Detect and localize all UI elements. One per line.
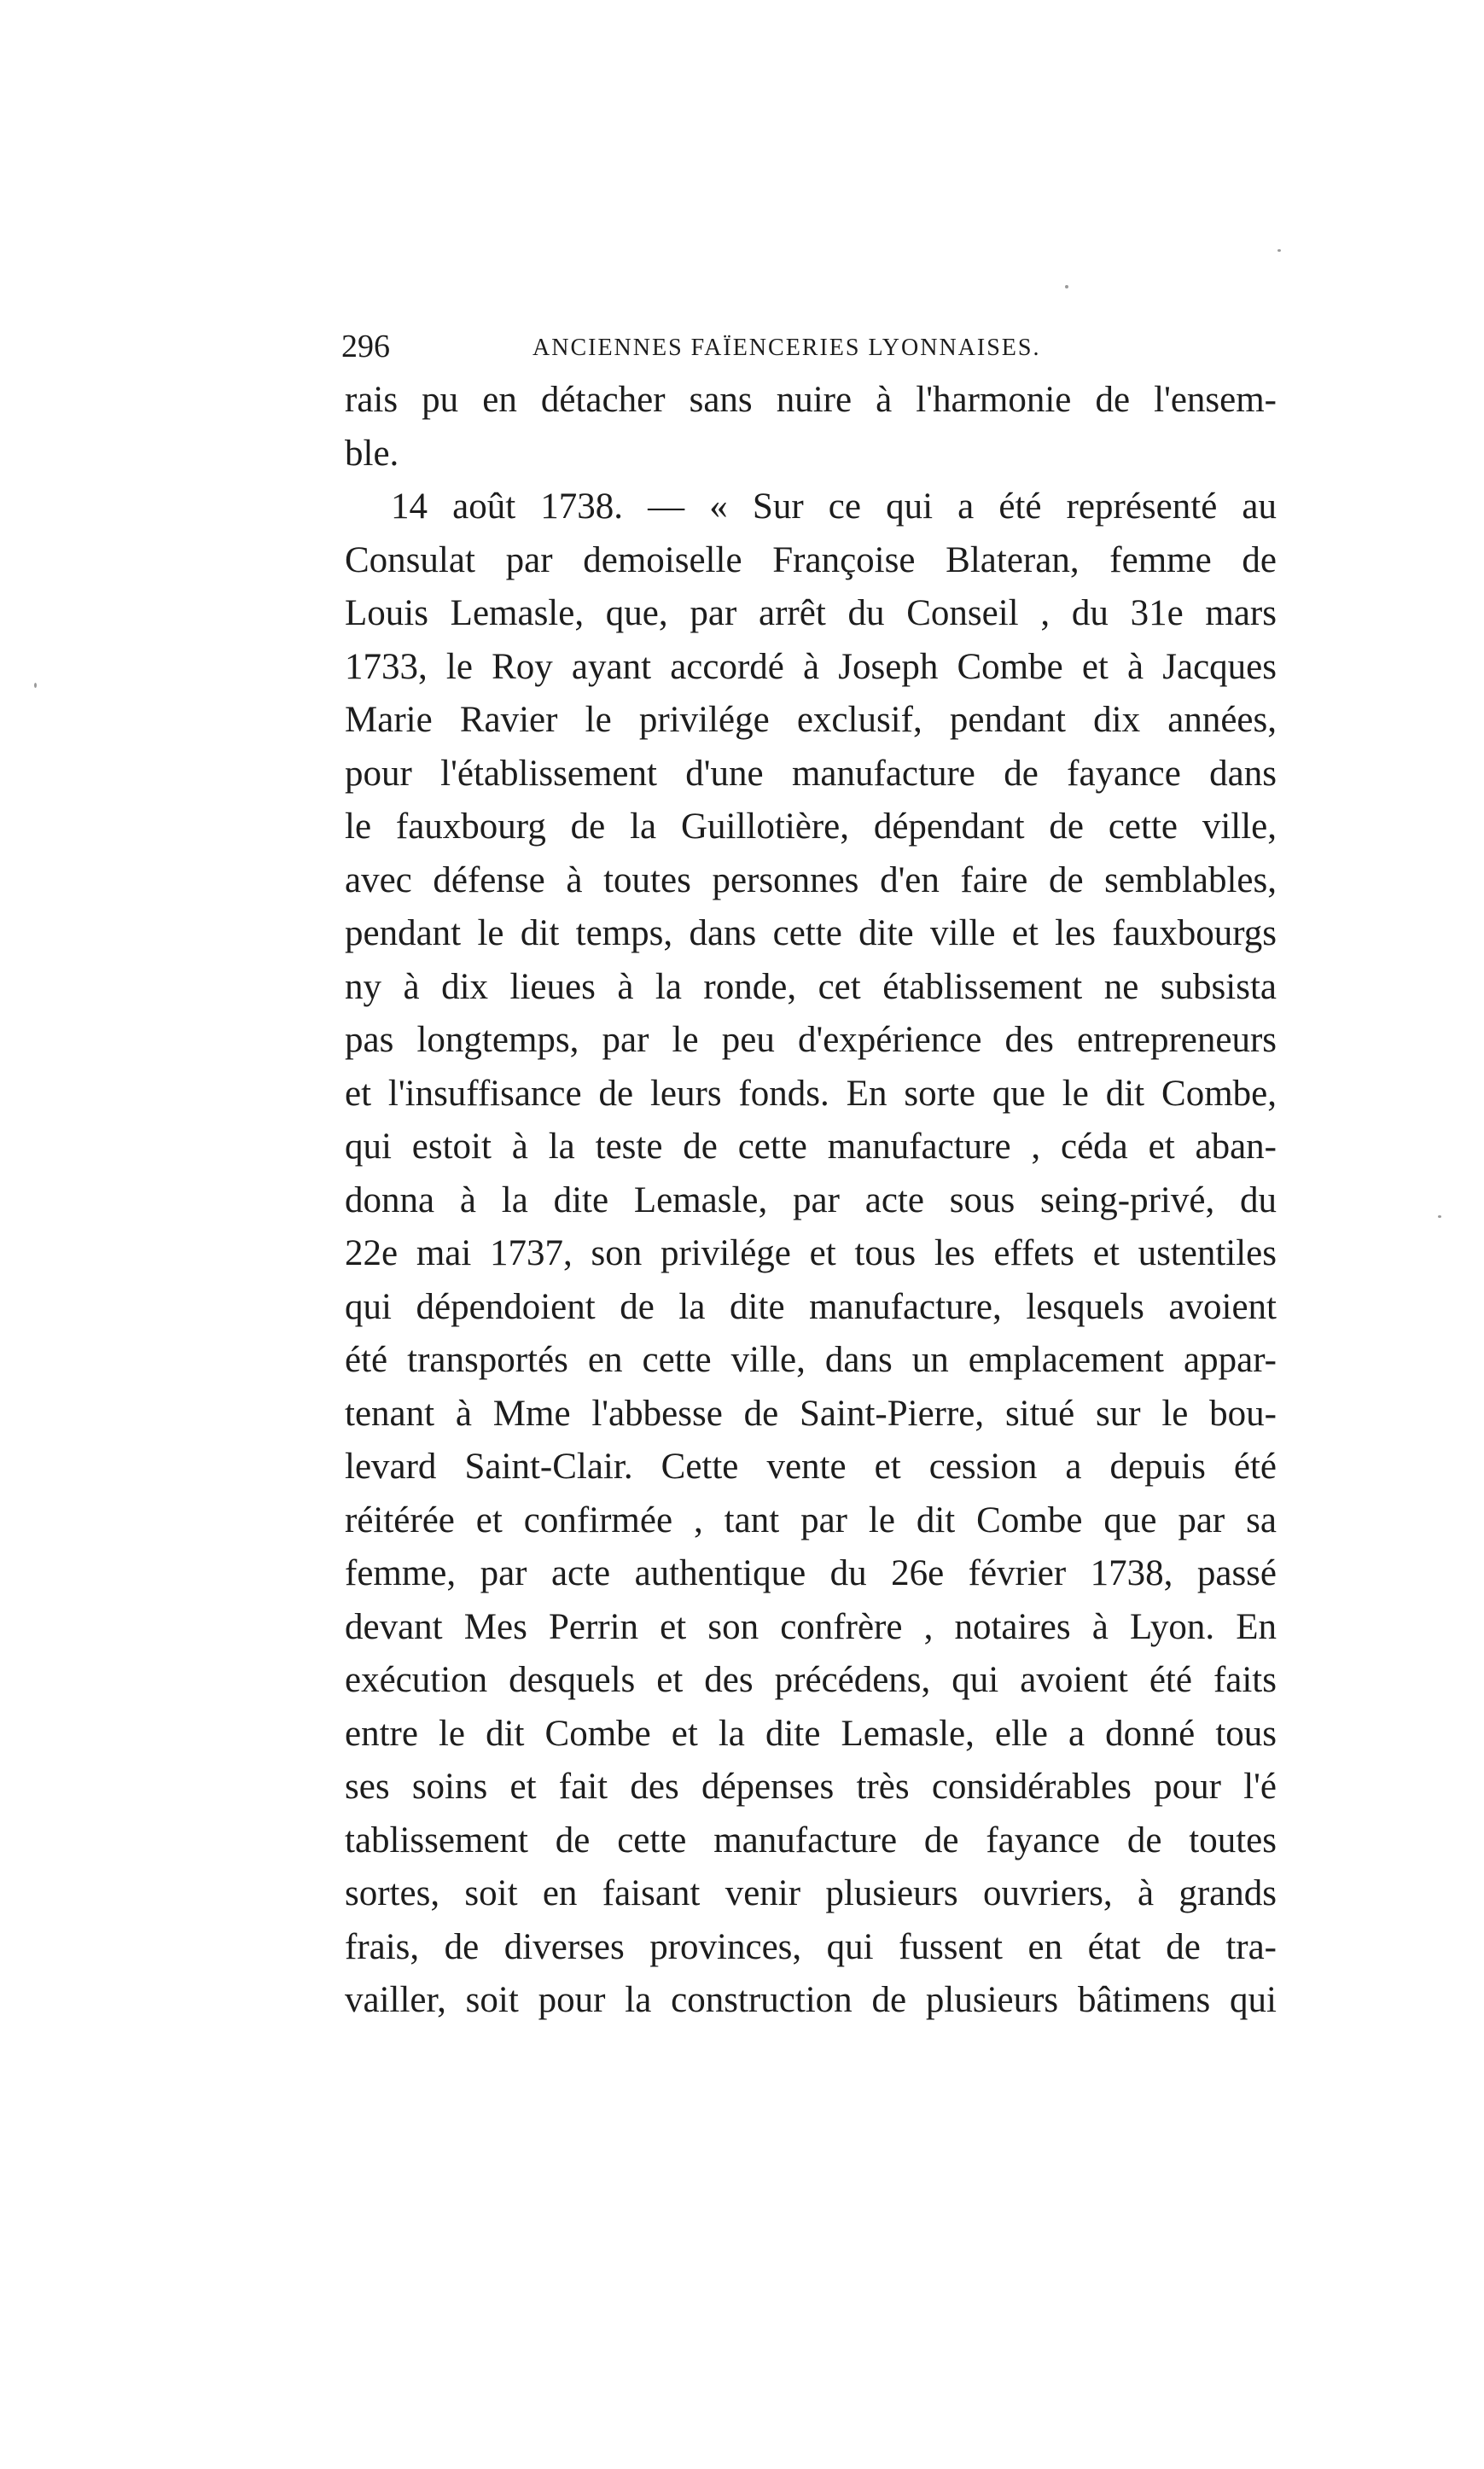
body-text [345, 374, 1277, 2028]
scan-speck [1438, 1215, 1441, 1218]
text-line: et l'insuffisance de leurs fonds. En sorte que le dit Combe, [345, 1073, 1277, 1114]
text-line: été transportés en cette ville, dans un emplacement appar- [345, 1340, 1277, 1380]
text-line: entre le dit Combe et la dite Lemasle, elle a donné tous [345, 1713, 1277, 1754]
text-line: pour l'établissement d'une manufacture de fayance dans [345, 753, 1277, 794]
running-head [341, 328, 1280, 365]
text-line: exécution desquels et des précédens, qui avoient été faits [345, 1660, 1277, 1700]
text-line: Marie Ravier le privilége exclusif, pendant dix années, [345, 700, 1277, 740]
text-line: ses soins et fait des dépenses très considérables pour l'é [345, 1767, 1277, 1807]
text-line: devant Mes Perrin et son confrère , notaires à Lyon. En [345, 1606, 1277, 1647]
text-line: pendant le dit temps, dans cette dite ville et les fauxbourgs [345, 913, 1277, 953]
text-line: ny à dix lieues à la ronde, cet établissement ne subsista [345, 966, 1277, 1007]
scan-speck [34, 683, 37, 688]
text-line: tablissement de cette manufacture de fayance de toutes [345, 1820, 1277, 1860]
text-line: donna à la dite Lemasle, par acte sous seing-privé, du [345, 1179, 1277, 1220]
scan-speck [1277, 249, 1281, 252]
text-line: Louis Lemasle, que, par arrêt du Conseil , du 31e mars [345, 593, 1277, 633]
text-line: frais, de diverses provinces, qui fussent en état de tra- [345, 1926, 1277, 1967]
text-line: le fauxbourg de la Guillotière, dépendant de cette ville, [345, 807, 1277, 847]
text-line: qui estoit à la teste de cette manufacture , céda et aban- [345, 1127, 1277, 1167]
text-line: qui dépendoient de la dite manufacture, lesquels avoient [345, 1286, 1277, 1327]
text-line: 1733, le Roy ayant accordé à Joseph Combe et à Jacques [345, 646, 1277, 687]
text-line: levard Saint-Clair. Cette vente et cession a depuis été [345, 1447, 1277, 1487]
page-number: 296 [341, 329, 390, 364]
text-line: rais pu en détacher sans nuire à l'harmonie de l'ensem- [345, 380, 1277, 420]
text-line: réitérée et confirmée , tant par le dit Combe que par sa [345, 1499, 1277, 1540]
text-line: vailler, soit pour la construction de plusieurs bâtimens qui [345, 1980, 1277, 2020]
text-line: ble. [345, 433, 399, 474]
text-line: sortes, soit en faisant venir plusieurs ouvriers, à grands [345, 1873, 1277, 1913]
text-line: tenant à Mme l'abbesse de Saint-Pierre, situé sur le bou- [345, 1393, 1277, 1434]
running-title: ANCIENNES FAÏENCERIES LYONNAISES. [532, 335, 1041, 361]
text-line: 22e mai 1737, son privilége et tous les effets et ustentiles [345, 1233, 1277, 1273]
text-line: 14 août 1738. — « Sur ce qui a été représenté au [391, 486, 1277, 527]
text-line: avec défense à toutes personnes d'en faire de semblables, [345, 859, 1277, 900]
text-line: femme, par acte authentique du 26e février 1738, passé [345, 1553, 1277, 1593]
text-line: Consulat par demoiselle Françoise Blateran, femme de [345, 539, 1277, 580]
text-line: pas longtemps, par le peu d'expérience des entrepreneurs [345, 1020, 1277, 1060]
scan-speck [1065, 285, 1068, 288]
